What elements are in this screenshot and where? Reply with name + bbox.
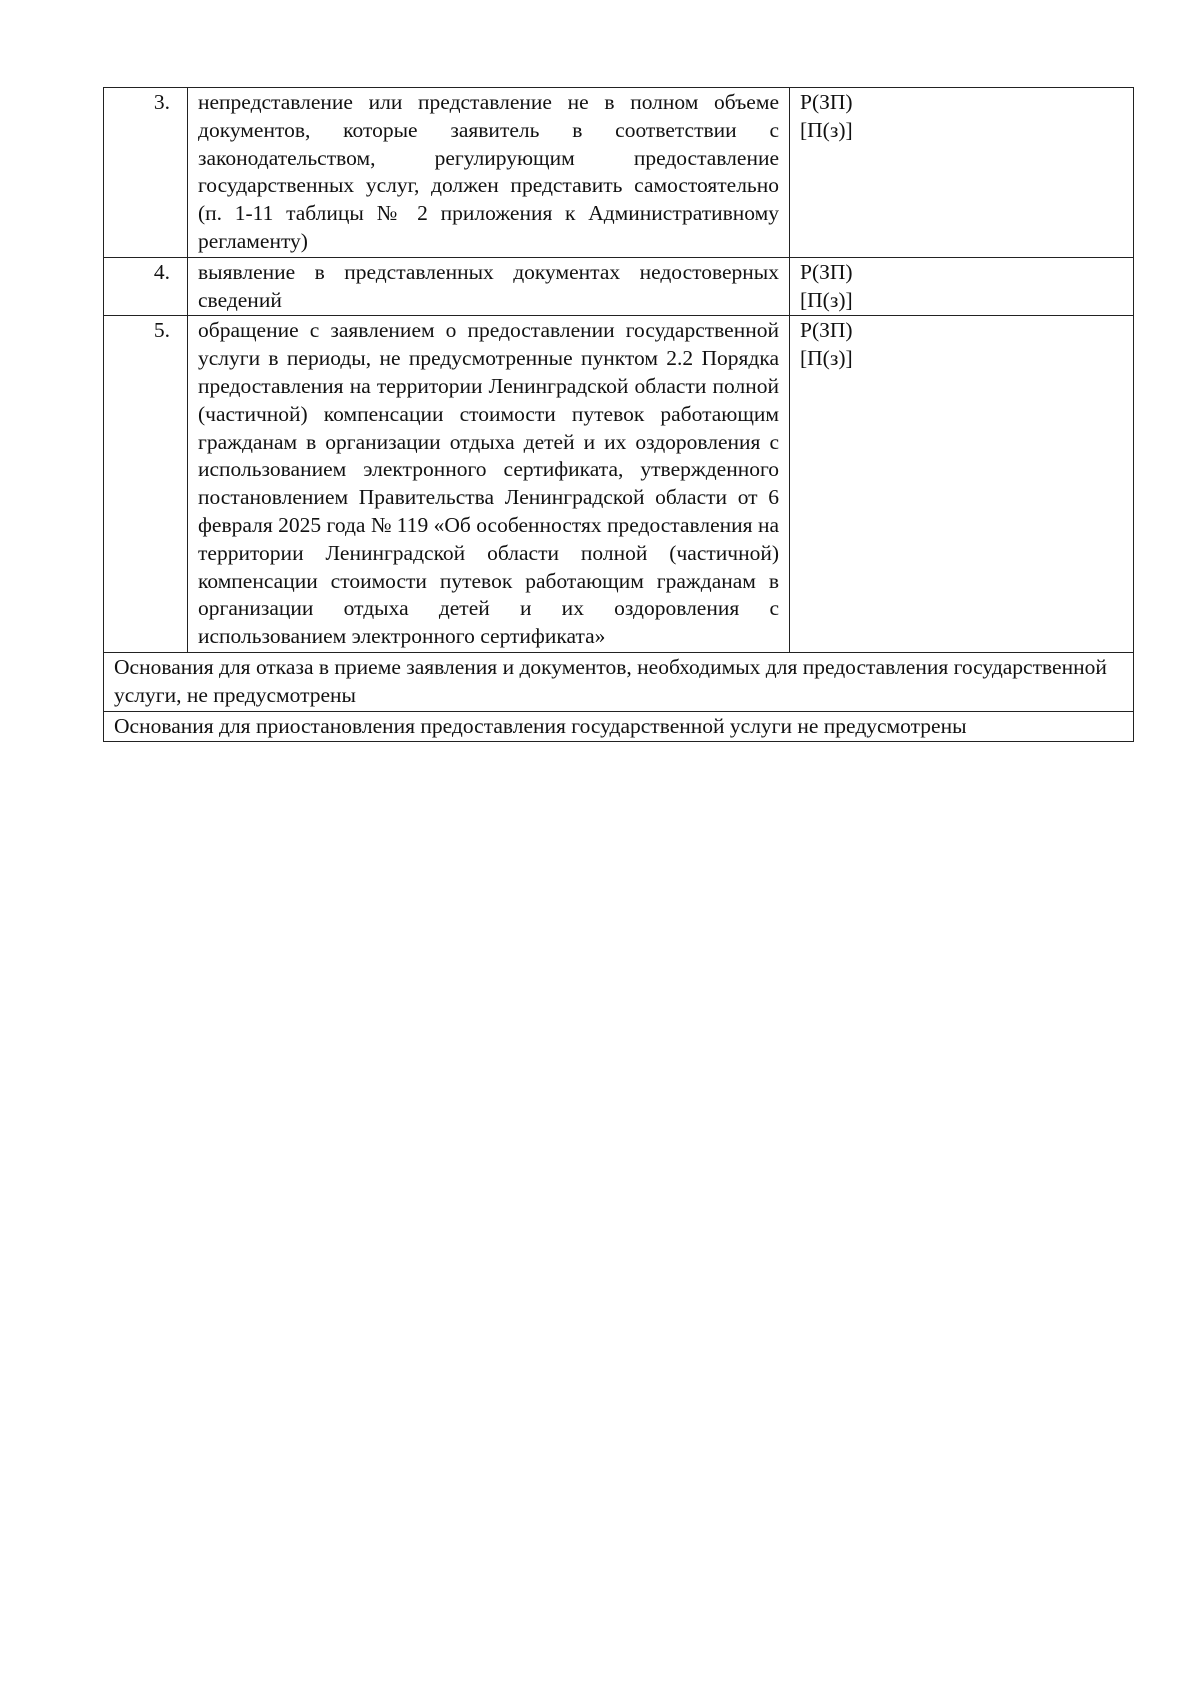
- row-text: обращение с заявлением о предоставлении государственной услуги в периоды, не предусмотренные пунктом 2.2 Порядка предоставления на территории Ленинградской области полной (частичной) компенсации стоимости путевок работающим гражданам в организации отдыха детей и их оздоровления с использованием электронного сертификата, утвержденного постановлением Правительства Ленинградской области от 6 февраля 2025 года № 119 «Об особенностях предоставления на территории Ленинградской области полной (частичной) компенсации стоимости путевок работающим гражданам в организации отдыха детей и их оздоровления с использованием электронного сертификата»: [188, 316, 790, 653]
- row-code-primary: Р(ЗП): [800, 318, 853, 343]
- row-code-primary: Р(ЗП): [800, 90, 853, 114]
- row-code-cell: [790, 316, 1134, 653]
- row-code-primary: Р(ЗП): [800, 259, 853, 284]
- row-number: 3.: [104, 88, 188, 258]
- table-row-5: [104, 316, 1134, 653]
- table-row-3: [104, 88, 1134, 258]
- row-code-secondary: [П(з)]: [800, 346, 853, 371]
- row-code-cell: [790, 88, 1134, 258]
- row-code-cell: [790, 257, 1134, 316]
- refusal-note: Основания для отказа в приеме заявления и документов, необходимых для предоставления государственной услуги, не предусмотрены: [104, 652, 1134, 711]
- row-code-secondary: [П(з)]: [800, 287, 853, 312]
- table-row-4: [104, 257, 1134, 316]
- row-text: непредставление или представление не в полном объеме документов, которые заявитель в соответствии с законодательством, регулирующим предоставление государственных услуг, должен представить самостоятельно (п. 1-11 таблицы № 2 приложения к Административному регламенту): [188, 88, 790, 258]
- row-text: выявление в представленных документах недостоверных сведений: [188, 257, 790, 316]
- grounds-table: [103, 87, 1134, 742]
- row-number: 5.: [104, 316, 188, 653]
- row-code-secondary: [П(з)]: [800, 117, 853, 142]
- suspension-note: Основания для приостановления предоставления государственной услуги не предусмотрены: [104, 711, 1134, 742]
- refusal-note-row: [104, 652, 1134, 711]
- row-number: 4.: [104, 257, 188, 316]
- suspension-note-row: [104, 711, 1134, 742]
